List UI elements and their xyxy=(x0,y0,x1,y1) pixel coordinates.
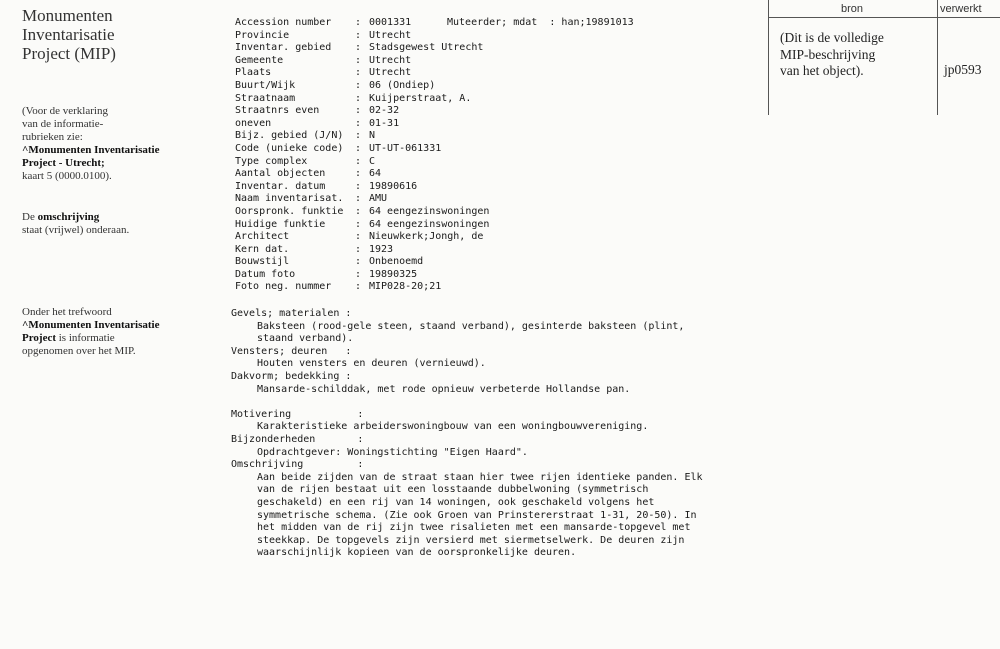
field-separator: : xyxy=(355,92,362,104)
field-row xyxy=(235,219,489,232)
note-line: staat (vrijwel) onderaan. xyxy=(22,224,130,236)
note-omschrijving xyxy=(22,211,129,237)
field-separator: : xyxy=(355,168,362,180)
field-value: Utrecht xyxy=(369,67,412,79)
field-label: Datum foto xyxy=(235,268,296,280)
field-value: 0001331 xyxy=(369,17,412,28)
field-row xyxy=(235,93,489,106)
field-value: Utrecht xyxy=(369,54,412,66)
field-separator: : xyxy=(355,130,362,142)
field-separator: : xyxy=(355,256,362,268)
section-text-line: het midden van de rij zijn twee risalieten met een mansarde-topgevel met xyxy=(257,522,691,534)
section-label: Gevels; materialen : xyxy=(231,308,352,319)
field-row xyxy=(235,55,489,68)
field-label: Accession number xyxy=(235,17,332,28)
field-row xyxy=(235,256,489,269)
field-separator: : xyxy=(355,29,362,41)
field-value: Utrecht xyxy=(369,29,412,41)
field-separator: : xyxy=(355,17,362,28)
field-value: Onbenoemd xyxy=(369,256,424,268)
field-label: Inventar. datum xyxy=(235,180,326,192)
field-row xyxy=(235,181,489,194)
field-value: AMU xyxy=(369,193,388,205)
field-separator: : xyxy=(355,42,362,54)
field-row xyxy=(235,231,489,244)
title-line: Inventarisatie xyxy=(22,25,115,44)
field-label: Huidige funktie xyxy=(235,218,326,230)
mip-title xyxy=(22,6,116,63)
field-value: 64 xyxy=(369,168,382,180)
field-label: Straatnrs even xyxy=(235,105,320,117)
field-row xyxy=(235,193,489,206)
field-label: Inventar. gebied xyxy=(235,42,332,54)
section-text-line: Baksteen (rood-gele steen, staand verband), gesinterde baksteen (plint, xyxy=(257,320,685,332)
table-header-divider xyxy=(768,17,1000,18)
note-verklaring xyxy=(22,105,159,183)
note-bold: omschrijving xyxy=(37,211,100,223)
section-label: Motivering : xyxy=(231,408,364,420)
section-text-line: van de rijen bestaat uit een losstaande dubbelwoning (symmetrisch xyxy=(257,484,649,496)
bron-line: van het object). xyxy=(780,63,864,78)
section-text-line: symmetrische schema. (Zie ook Groen van Prinstererstraat 1-31, 20-50). In xyxy=(257,509,697,521)
field-value: 19890616 xyxy=(369,180,418,192)
field-value: 02-32 xyxy=(369,105,400,117)
section-text-line: Opdrachtgever: Woningstichting "Eigen Haard". xyxy=(257,446,528,458)
section-label: Vensters; deuren : xyxy=(231,345,352,357)
note-bold-line: ^Monumenten Inventarisatie xyxy=(22,144,160,156)
field-label: Architect xyxy=(235,231,290,243)
note-line: opgenomen over het MIP. xyxy=(22,345,136,357)
field-row xyxy=(235,67,489,80)
field-label: Naam inventarisat. xyxy=(235,193,344,205)
muteerder-field xyxy=(447,17,634,30)
muteerder-label: Muteerder; mdat xyxy=(447,17,538,28)
field-separator: : xyxy=(355,231,362,243)
note-line: (Voor de verklaring xyxy=(22,105,108,117)
section-text-line: staand verband). xyxy=(257,333,354,345)
field-row xyxy=(235,42,489,55)
field-row xyxy=(235,206,489,219)
field-value: UT-UT-061331 xyxy=(369,142,442,154)
table-column-divider xyxy=(937,0,938,115)
field-row xyxy=(235,80,489,93)
verwerkt-cell: jp0593 xyxy=(944,62,982,77)
section-text-line: Houten vensters en deuren (vernieuwd). xyxy=(257,358,486,370)
section-text-line: Mansarde-schilddak, met rode opnieuw verbeterde Hollandse pan. xyxy=(257,383,631,395)
field-separator: : xyxy=(355,180,362,192)
field-value: N xyxy=(369,130,376,142)
note-line: rubrieken zie: xyxy=(22,131,83,143)
bron-line: MIP-beschrijving xyxy=(780,46,876,62)
field-label: Gemeente xyxy=(235,54,284,66)
section-label: Bijzonderheden : xyxy=(231,433,364,445)
source-table xyxy=(768,0,1000,115)
muteerder-sep: : xyxy=(549,17,556,28)
title-line: Monumenten xyxy=(22,6,113,25)
note-bold-line: Project - Utrecht; xyxy=(22,157,105,169)
field-separator: : xyxy=(355,155,362,167)
field-separator: : xyxy=(355,67,362,79)
field-separator: : xyxy=(355,281,362,293)
field-separator: : xyxy=(355,193,362,205)
field-separator: : xyxy=(355,205,362,217)
field-label: Straatnaam xyxy=(235,92,296,104)
field-label: Kern dat. xyxy=(235,243,290,255)
field-label: Aantal objecten xyxy=(235,168,326,180)
field-row xyxy=(235,118,489,131)
field-separator: : xyxy=(355,268,362,280)
field-label: oneven xyxy=(235,117,272,129)
field-value: 19890325 xyxy=(369,268,418,280)
field-label: Code (unieke code) xyxy=(235,142,344,154)
bron-line: (Dit is de volledige xyxy=(780,30,884,45)
title-line: Project (MIP) xyxy=(22,44,116,63)
field-row xyxy=(235,281,489,294)
section-label: Omschrijving : xyxy=(231,459,364,471)
field-separator: : xyxy=(355,142,362,154)
field-row xyxy=(235,244,489,257)
note-bold: ^Monumenten Inventarisatie xyxy=(22,319,160,331)
field-row xyxy=(235,105,489,118)
note-prefix: De xyxy=(22,211,38,223)
section-text-line: Aan beide zijden van de straat staan hier twee rijen identieke panden. Elk xyxy=(257,471,703,483)
field-value: MIP028-20;21 xyxy=(369,281,442,293)
field-row xyxy=(235,130,489,143)
column-header-bron: bron xyxy=(840,3,864,15)
field-label: Foto neg. nummer xyxy=(235,281,332,293)
field-label: Bouwstijl xyxy=(235,256,290,268)
section-gap xyxy=(231,396,751,409)
field-label: Buurt/Wijk xyxy=(235,79,296,91)
note-rest: is informatie xyxy=(56,332,115,344)
field-label: Oorspronk. funktie xyxy=(235,205,344,217)
field-row xyxy=(235,143,489,156)
field-value: Kuijperstraat, A. xyxy=(369,92,472,104)
note-line: kaart 5 (0000.0100). xyxy=(22,170,112,182)
section-label: Dakvorm; bedekking : xyxy=(231,370,352,382)
field-value: 01-31 xyxy=(369,117,400,129)
field-separator: : xyxy=(355,79,362,91)
section-text-line: Karakteristieke arbeiderswoningbouw van een woningbouwvereniging. xyxy=(257,421,649,433)
field-separator: : xyxy=(355,54,362,66)
section-text-line: steekkap. De topgevels zijn versierd met siermetselwerk. De deuren zijn xyxy=(257,534,685,546)
field-separator: : xyxy=(355,218,362,230)
table-left-border xyxy=(768,0,769,115)
field-label: Provincie xyxy=(235,29,290,41)
field-value: C xyxy=(369,155,376,167)
field-separator: : xyxy=(355,117,362,129)
bron-cell xyxy=(780,30,884,80)
record-fields xyxy=(235,17,489,294)
column-header-verwerkt: verwerkt xyxy=(940,3,982,15)
note-line: Onder het trefwoord xyxy=(22,306,112,318)
note-trefwoord xyxy=(22,306,159,358)
field-value: Stadsgewest Utrecht xyxy=(369,42,484,54)
field-value: 06 (Ondiep) xyxy=(369,79,436,91)
note-bold: Project xyxy=(22,332,56,344)
field-separator: : xyxy=(355,105,362,117)
field-label: Plaats xyxy=(235,67,272,79)
field-separator: : xyxy=(355,243,362,255)
field-row xyxy=(235,168,489,181)
field-value: 64 eengezinswoningen xyxy=(369,205,490,217)
field-value: 64 eengezinswoningen xyxy=(369,218,490,230)
field-label: Type complex xyxy=(235,155,308,167)
note-line: van de informatie- xyxy=(22,118,104,130)
field-row xyxy=(235,30,489,43)
field-value: Nieuwkerk;Jongh, de xyxy=(369,231,484,243)
muteerder-value: han;19891013 xyxy=(561,17,634,28)
field-row xyxy=(235,269,489,282)
section-text-line: waarschijnlijk kopieen van de oorspronkelijke deuren. xyxy=(257,547,577,559)
section-text-line: geschakeld) en een rij van 14 woningen, ook geschakeld volgens het xyxy=(257,496,655,508)
field-label: Bijz. gebied (J/N) xyxy=(235,130,344,142)
description-sections xyxy=(231,308,751,560)
field-row xyxy=(235,156,489,169)
field-value: 1923 xyxy=(369,243,394,255)
